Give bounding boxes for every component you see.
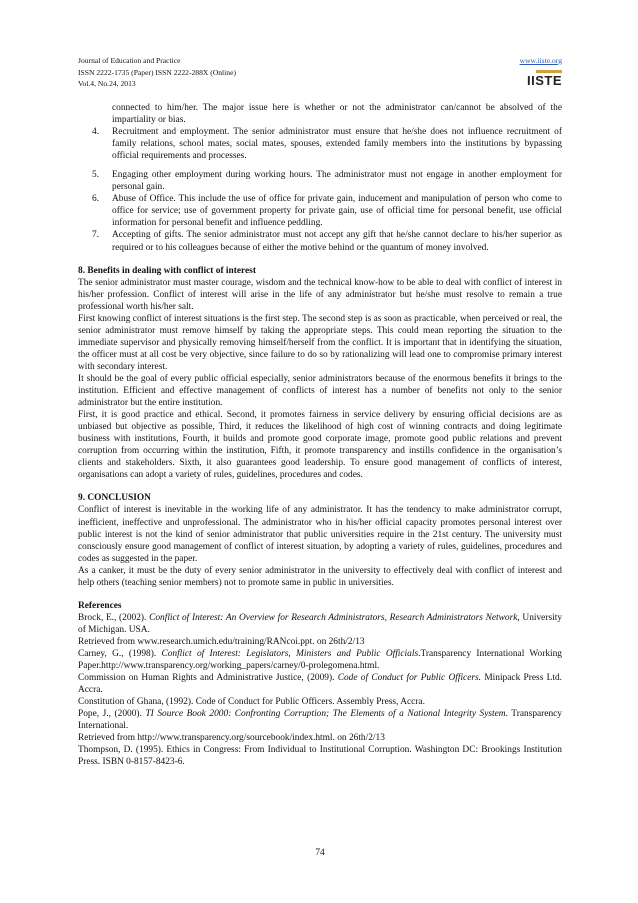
reference-entry: Retrieved from www.research.umich.edu/training/RANcoi.ppt. on 26th/2/13	[78, 636, 365, 647]
list-item: 6. Abuse of Office. This include the use of office for private gain, inducement and manipulation of person who come to office for service; use of government property for private gain, use of official time for personal benefit, use official information for personal benefit and influence peddling.	[92, 194, 562, 229]
paragraph: It should be the goal of every public official especially, senior administrators because of the enormous benefits it brings to the institution. Efficient and effective management of conflicts of interest has a number of benefits not only to the senior administrator but the entire institution.	[78, 373, 562, 409]
paragraph: First knowing conflict of interest situations is the first step. The second step is as soon as practicable, when perceived or real, the senior administrator must remove himself by taking the appropriate steps. This could mean reporting the situation to the immediate supervisor and physically removing himself/herself from the conflict. It is important that in identifying the situation, the officer must at all cost be very objective, since failure to do so by rationalizing will lead one to compromise primary interest with secondary interest.	[78, 313, 562, 372]
list-item: 5. Engaging other employment during working hours. The administrator must not engage in another employment for personal gain.	[92, 170, 562, 193]
paragraph: First, it is good practice and ethical. Second, it promotes fairness in service delivery by ensuring official decisions are as unbiased but objective as possible, Third, it reduces the likelihood of high cost of winning contracts and doing legitimate business with institutions, Fourth, it builds and promote good corporate image, promote good public relations and prevent corruption from occurring within the institution, Fifth, it promote transparency and instills confidence in the organisation’s clients and stakeholders. Sixth, it also guarantees good leadership. To ensure good management of conflicts of interest, organisations can adopt a variety of rules, guidelines, procedures and codes.	[78, 410, 562, 481]
list-item-continuation: connected to him/her. The major issue here is whether or not the administrator can/cannot be absolved of the impartiality or bias.	[112, 103, 562, 126]
logo-text: IISTE	[526, 72, 562, 88]
page-number: 74	[315, 848, 325, 858]
reference-entry: Pope, J., (2000). TI Source Book 2000: Confronting Corruption; The Elements of a National Integrity System. Transparency International.	[78, 709, 562, 732]
paragraph: Conflict of interest is inevitable in the working life of any administrator. It has the tendency to make administrator corrupt, inefficient, ineffective and unprofessional. The administrator who in his/her official capacity promotes personal interest over public interest is not the kind of senior administrator that public universities require in the 21st century. The university must consciously ensure good management of conflict of interest situation, by adopting a variety of rules, guidelines, procedures and codes as suggested in the paper.	[78, 505, 562, 564]
list-item: 4. Recruitment and employment. The senior administrator must ensure that he/she does not influence recruitment of family relations, school mates, social mates, spouses, extended family members into the institutions by bypassing official requirements and processes.	[92, 127, 562, 162]
paragraph: The senior administrator must master courage, wisdom and the technical know-how to be able to deal with conflict of interest in his/her profession. Conflict of interest will arise in the life of any administrator but he/she must resolve to remain a true professional worth his/her salt.	[78, 277, 562, 312]
article-body	[78, 102, 562, 768]
section-heading: 9. CONCLUSION	[78, 493, 151, 504]
issn-line: ISSN 2222-1735 (Paper) ISSN 2222-288X (Online)	[78, 67, 236, 77]
reference-entry: Constitution of Ghana, (1992). Code of Conduct for Public Officers. Assembly Press, Accra.	[78, 697, 425, 708]
references-heading: References	[78, 600, 122, 611]
page-header	[78, 55, 562, 105]
reference-entry: Brock, E., (2002). Conflict of Interest: An Overview for Research Administrators, Research Administrators Network, University of Michigan. USA.	[78, 612, 563, 635]
paragraph: As a canker, it must be the duty of every senior administrator in the university to effectively deal with conflict of interest and help others (teaching senior members) not to promote same in public in universities.	[78, 565, 562, 588]
iiste-logo	[527, 70, 562, 88]
reference-entry: Carney, G., (1998). Conflict of Interest: Legislators, Ministers and Public Officials.Transparency International Working Paper.http://www.transparency.org/working_papers/carney/0-prolegomena.html.	[78, 648, 562, 672]
journal-page	[78, 0, 562, 903]
journal-name: Journal of Education and Practice	[78, 56, 181, 65]
reference-entry: Retrieved from http://www.transparency.org/sourcebook/index.html. on 26th/2/13	[78, 733, 385, 744]
reference-entry: Commission on Human Rights and Administrative Justice, (2009). Code of Conduct for Public Officers. Minipack Press Ltd. Accra.	[78, 673, 563, 696]
journal-url-link[interactable]: www.iiste.org	[519, 56, 562, 65]
section-heading: 8. Benefits in dealing with conflict of interest	[78, 265, 256, 276]
list-item: 7. Accepting of gifts. The senior administrator must not accept any gift that he/she cannot declare to his/her superior as required or to his colleagues because of either the motive behind or the quantum of money involved.	[92, 230, 562, 253]
reference-entry: Thompson, D. (1995). Ethics in Congress: From Individual to Institutional Corruption. Washington DC: Brookings Institution Press. ISBN 0-8157-8423-6.	[78, 745, 562, 768]
volume-line: Vol.4, No.24, 2013	[78, 79, 136, 88]
